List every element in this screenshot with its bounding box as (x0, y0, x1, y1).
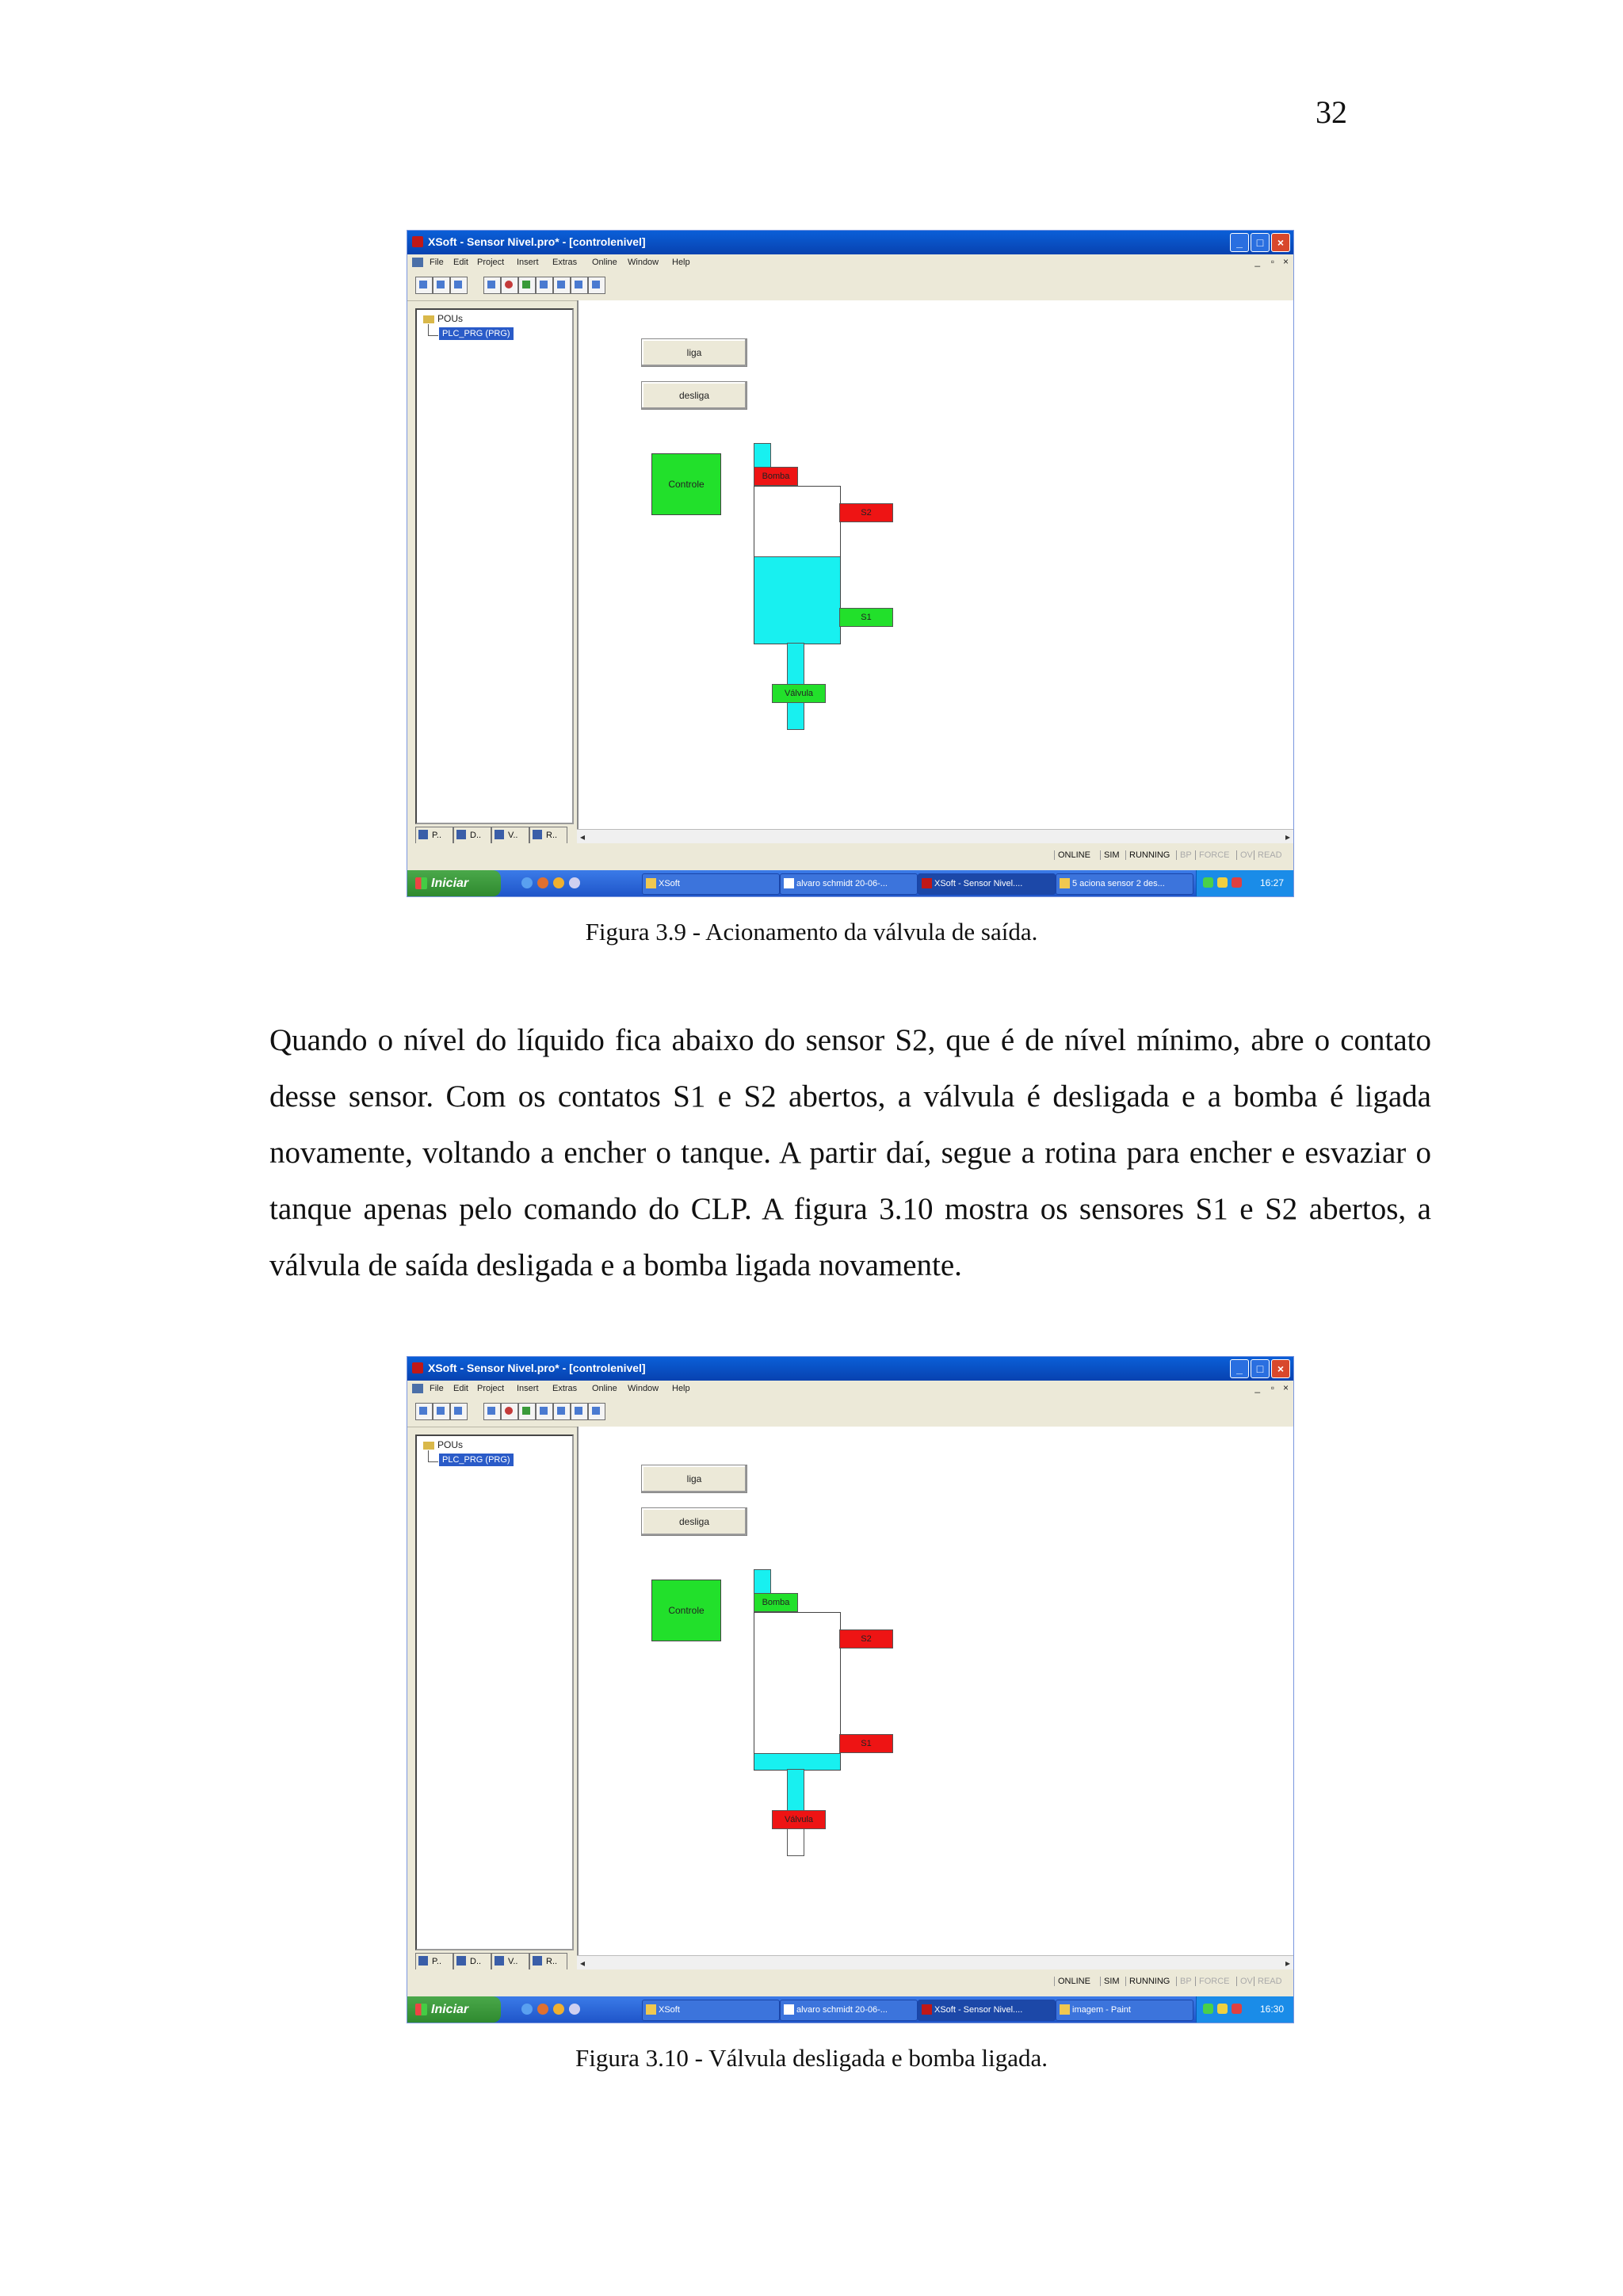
volume-icon[interactable] (1217, 877, 1228, 888)
visualization-canvas (577, 300, 1294, 829)
task-xsoft-folder[interactable] (642, 2000, 780, 2021)
task-label: imagem - Paint (1072, 2005, 1131, 2015)
tab-label: R.. (546, 831, 558, 840)
tab-pous[interactable] (415, 827, 453, 844)
breakpoint-icon[interactable] (553, 277, 571, 294)
stop-icon[interactable] (501, 277, 518, 294)
tree-root-label: POUs (437, 313, 464, 324)
tab-resources[interactable] (529, 827, 567, 844)
mdi-minimize-icon[interactable]: _ (1254, 256, 1260, 267)
menu-project[interactable]: Project (477, 1384, 505, 1393)
new-file-icon[interactable] (415, 277, 433, 294)
sensor-s1-indicator: S1 (839, 608, 893, 627)
task-fourth[interactable] (1056, 2000, 1193, 2021)
status-online: ONLINE (1054, 1977, 1090, 1986)
menu-file[interactable]: File (430, 1384, 444, 1393)
desliga-button[interactable]: desliga (641, 1507, 747, 1536)
system-tray (1196, 870, 1293, 896)
controle-indicator: Controle (651, 453, 721, 515)
task-xsoft-sensor[interactable] (918, 2000, 1056, 2021)
sensor-s1-indicator: S1 (839, 1734, 893, 1753)
sensor-s2-indicator: S2 (839, 503, 893, 522)
antivirus-icon[interactable] (1232, 2004, 1242, 2014)
save-icon[interactable] (450, 1403, 468, 1420)
tab-datatypes[interactable] (453, 1953, 491, 1970)
task-label: alvaro schmidt 20-06-... (796, 2005, 888, 2015)
start-label: Iniciar (431, 2003, 469, 2016)
status-read: READ (1254, 850, 1282, 860)
clock: 16:30 (1259, 2004, 1284, 2015)
task-label: XSoft - Sensor Nivel.... (934, 879, 1023, 888)
status-bar (407, 843, 1293, 867)
window-titlebar (407, 231, 1293, 254)
windows-taskbar (407, 1996, 1293, 2023)
toolbar (407, 1396, 1293, 1427)
horizontal-scrollbar[interactable] (577, 1955, 1293, 1970)
status-online: ONLINE (1054, 850, 1090, 860)
messenger-icon[interactable] (553, 877, 564, 888)
xsoft-app-icon (412, 236, 423, 247)
menu-bar (407, 1381, 1293, 1396)
tree-branch-line (428, 324, 438, 336)
pou-tree (415, 308, 574, 824)
start-button[interactable] (407, 870, 501, 896)
media-player-icon[interactable] (537, 877, 548, 888)
minimize-button[interactable]: _ (1230, 1359, 1249, 1378)
tab-label: V.. (508, 1957, 518, 1966)
document-icon (412, 258, 423, 267)
network-icon[interactable] (1203, 2004, 1213, 2014)
task-fourth[interactable] (1056, 873, 1193, 895)
breakpoint-icon[interactable] (553, 1403, 571, 1420)
windows-taskbar (407, 870, 1293, 896)
controle-indicator: Controle (651, 1580, 721, 1641)
valvula-indicator: Válvula (772, 1810, 826, 1829)
status-bar (407, 1969, 1293, 1993)
run-icon[interactable] (518, 277, 536, 294)
tank (754, 486, 841, 644)
menu-insert[interactable]: Insert (517, 258, 539, 267)
status-running: RUNNING (1125, 1977, 1170, 1986)
tree-branch-line (428, 1450, 438, 1462)
task-word-doc[interactable] (780, 2000, 918, 2021)
step-icon[interactable] (536, 1403, 553, 1420)
tree-root-pous[interactable] (423, 1439, 463, 1450)
media-player-icon[interactable] (537, 2004, 548, 2015)
window-titlebar (407, 1357, 1293, 1381)
status-ov: OV (1236, 850, 1253, 860)
figure-caption-3-10: Figura 3.10 - Válvula desligada e bomba ligada. (575, 2044, 1048, 2072)
status-sim: SIM (1100, 850, 1120, 860)
login-icon[interactable] (483, 1403, 501, 1420)
status-sim: SIM (1100, 1977, 1120, 1986)
mdi-restore-icon[interactable]: ▫ (1270, 1382, 1274, 1393)
desliga-button[interactable]: desliga (641, 381, 747, 410)
status-force: FORCE (1195, 850, 1230, 860)
windows-logo-icon (415, 2004, 427, 2015)
open-file-icon[interactable] (433, 277, 450, 294)
task-xsoft-sensor[interactable] (918, 873, 1056, 895)
liga-button[interactable]: liga (641, 1465, 747, 1493)
tank (754, 1612, 841, 1771)
status-read: READ (1254, 1977, 1282, 1986)
window-title: XSoft - Sensor Nivel.pro* - [controlenivel] (428, 235, 646, 248)
menu-online[interactable]: Online (592, 1384, 617, 1393)
scroll-right-icon[interactable]: ▸ (1285, 831, 1290, 842)
menu-help[interactable]: Help (672, 258, 690, 267)
menu-window[interactable]: Window (628, 1384, 659, 1393)
mdi-close-icon[interactable]: × (1282, 1382, 1289, 1393)
tab-visualizations[interactable] (491, 827, 529, 844)
screenshot-figure-3-10 (407, 1356, 1294, 2023)
open-file-icon[interactable] (433, 1403, 450, 1420)
step-icon[interactable] (536, 277, 553, 294)
pou-tree (415, 1435, 574, 1950)
start-label: Iniciar (431, 877, 469, 890)
folder-icon (423, 315, 434, 323)
bomba-indicator: Bomba (754, 467, 798, 486)
menu-insert[interactable]: Insert (517, 1384, 539, 1393)
status-ov: OV (1236, 1977, 1253, 1986)
tree-item-plc-prg[interactable]: PLC_PRG (PRG) (439, 327, 514, 340)
clock: 16:27 (1259, 877, 1284, 888)
tab-visualizations[interactable] (491, 1953, 529, 1970)
maximize-button[interactable]: □ (1251, 233, 1270, 252)
tab-label: R.. (546, 1957, 558, 1966)
internet-explorer-icon[interactable] (521, 877, 533, 888)
toolbar (407, 270, 1293, 301)
close-button[interactable]: × (1271, 1359, 1290, 1378)
task-label: XSoft (659, 879, 680, 888)
internet-explorer-icon[interactable] (521, 2004, 533, 2015)
task-xsoft-folder[interactable] (642, 873, 780, 895)
tank-liquid-level (754, 556, 840, 644)
tree-root-label: POUs (437, 1439, 464, 1450)
screenshot-figure-3-9 (407, 230, 1294, 897)
tab-label: V.. (508, 831, 518, 840)
tab-resources[interactable] (529, 1953, 567, 1970)
network-icon[interactable] (1203, 877, 1213, 888)
scroll-left-icon[interactable]: ◂ (580, 1958, 586, 1969)
maximize-button[interactable]: □ (1251, 1359, 1270, 1378)
close-button[interactable]: × (1271, 233, 1290, 252)
desktop-icon[interactable] (569, 877, 580, 888)
tab-pous[interactable] (415, 1953, 453, 1970)
messenger-icon[interactable] (553, 2004, 564, 2015)
tree-item-plc-prg[interactable]: PLC_PRG (PRG) (439, 1454, 514, 1466)
print-icon[interactable] (571, 1403, 588, 1420)
tab-label: D.. (470, 831, 482, 840)
document-icon (412, 1384, 423, 1393)
menu-project[interactable]: Project (477, 258, 505, 267)
mdi-close-icon[interactable]: × (1282, 256, 1289, 267)
menu-edit[interactable]: Edit (453, 258, 468, 267)
antivirus-icon[interactable] (1232, 877, 1242, 888)
desktop-icon[interactable] (569, 2004, 580, 2015)
status-running: RUNNING (1125, 850, 1170, 860)
bomba-indicator: Bomba (754, 1593, 798, 1612)
login-icon[interactable] (483, 277, 501, 294)
tab-label: P.. (432, 1957, 442, 1966)
new-file-icon[interactable] (415, 1403, 433, 1420)
sensor-s2-indicator: S2 (839, 1629, 893, 1648)
system-tray (1196, 1996, 1293, 2023)
window-title: XSoft - Sensor Nivel.pro* - [controlenivel] (428, 1362, 646, 1374)
stop-icon[interactable] (501, 1403, 518, 1420)
find-icon[interactable] (588, 1403, 605, 1420)
liga-button[interactable]: liga (641, 338, 747, 367)
menu-window[interactable]: Window (628, 258, 659, 267)
task-label: 5 aciona sensor 2 des... (1072, 879, 1165, 888)
page-number: 32 (1316, 94, 1347, 130)
task-label: XSoft (659, 2005, 680, 2015)
figure-caption-3-9: Figura 3.9 - Acionamento da válvula de saída. (585, 918, 1038, 946)
run-icon[interactable] (518, 1403, 536, 1420)
menu-bar (407, 254, 1293, 270)
status-bp: BP (1176, 1977, 1192, 1986)
save-icon[interactable] (450, 277, 468, 294)
menu-edit[interactable]: Edit (453, 1384, 468, 1393)
tank-liquid-level (754, 1753, 840, 1770)
scroll-right-icon[interactable]: ▸ (1285, 1958, 1290, 1969)
volume-icon[interactable] (1217, 2004, 1228, 2014)
tab-label: P.. (432, 831, 442, 840)
windows-logo-icon (415, 877, 427, 889)
visualization-canvas (577, 1427, 1294, 1955)
find-icon[interactable] (588, 277, 605, 294)
xsoft-app-icon (412, 1362, 423, 1373)
tree-root-pous[interactable] (423, 313, 463, 324)
menu-extras[interactable]: Extras (552, 1384, 578, 1393)
horizontal-scrollbar[interactable] (577, 829, 1293, 844)
status-bp: BP (1176, 850, 1192, 860)
scroll-left-icon[interactable]: ◂ (580, 831, 586, 842)
task-label: XSoft - Sensor Nivel.... (934, 2005, 1023, 2015)
start-button[interactable] (407, 1996, 501, 2023)
tab-label: D.. (470, 1957, 482, 1966)
mdi-minimize-icon[interactable]: _ (1254, 1382, 1260, 1393)
menu-help[interactable]: Help (672, 1384, 690, 1393)
valvula-indicator: Válvula (772, 684, 826, 703)
menu-file[interactable]: File (430, 258, 444, 267)
status-force: FORCE (1195, 1977, 1230, 1986)
minimize-button[interactable]: _ (1230, 233, 1249, 252)
menu-online[interactable]: Online (592, 258, 617, 267)
body-paragraph: Quando o nível do líquido fica abaixo do sensor S2, que é de nível mínimo, abre o contato desse sensor. Com os contatos S1 e S2 abertos, a válvula é desligada e a bomba é ligada novamente, voltando a encher o tanque. A partir daí, segue a rotina para encher e esvaziar o tanque apenas pelo comando do CLP. A figura 3.10 mostra os sensores S1 e S2 abertos, a válvula de saída desligada e a bomba ligada novamente. (269, 1023, 1431, 1282)
print-icon[interactable] (571, 277, 588, 294)
mdi-restore-icon[interactable]: ▫ (1270, 256, 1274, 267)
tab-datatypes[interactable] (453, 827, 491, 844)
folder-icon (423, 1442, 434, 1450)
task-word-doc[interactable] (780, 873, 918, 895)
task-label: alvaro schmidt 20-06-... (796, 879, 888, 888)
menu-extras[interactable]: Extras (552, 258, 578, 267)
